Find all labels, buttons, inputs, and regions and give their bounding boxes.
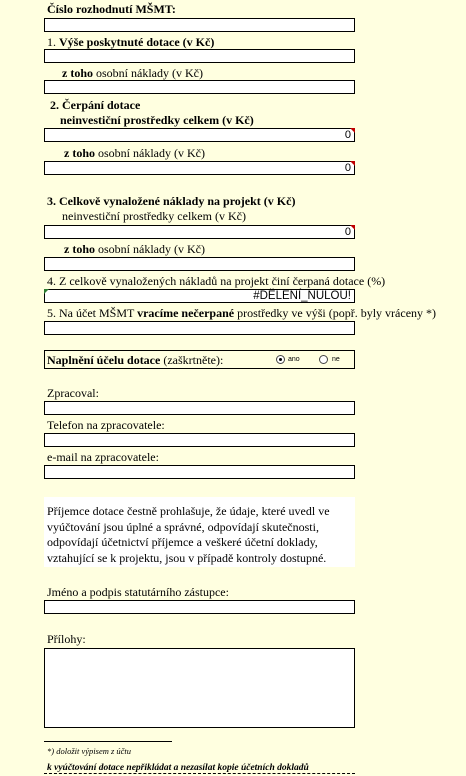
comment-marker-icon (350, 128, 355, 133)
declaration-line: odpovídají účetnictví příjemce a veškeré účetní doklady, (47, 535, 318, 549)
section-1-sub-bold: z toho (62, 66, 93, 80)
total-costs-value: 0 (344, 226, 351, 238)
section-1-prefix: 1. (47, 35, 56, 49)
footnote-divider (44, 741, 172, 742)
spent-total-value: 0 (344, 129, 351, 141)
section-1-heading (47, 35, 214, 49)
section-3-sub-rest: osobní náklady (v Kč) (98, 242, 205, 256)
section-2-sub-bold: z toho (64, 146, 95, 160)
signature-label: Jméno a podpis statutárního zástupce: (47, 585, 229, 599)
section-2-subtitle: neinvestiční prostředky celkem (v Kč) (60, 113, 254, 127)
phone-label: Telefon na zpracovatele: (47, 418, 165, 432)
granted-amount-field[interactable] (44, 49, 355, 63)
total-costs-field[interactable] (44, 225, 355, 239)
fulfillment-row (44, 350, 355, 369)
processed-by-label: Zpracoval: (47, 386, 99, 400)
processed-by-field[interactable] (44, 401, 355, 415)
email-field[interactable] (44, 465, 355, 479)
grant-share-percent-field[interactable] (44, 289, 355, 303)
section-3-sub-label (64, 242, 205, 256)
section-1-sub-label (62, 66, 203, 80)
section-2-sub-label (64, 146, 205, 160)
footnote-note: *) doložit výpisem z účtu (47, 746, 132, 756)
phone-field[interactable] (44, 433, 355, 447)
error-marker-icon (44, 289, 49, 294)
section-5-label (47, 306, 436, 320)
footnote-warning: k vyúčtování dotace nepřikládat a nezasílat kopie účetních dokladů (47, 763, 309, 773)
fulfillment-label (47, 353, 223, 367)
section-2-heading (50, 98, 140, 112)
section-5-pre: 5. Na účet MŠMT (47, 306, 135, 320)
declaration-line: vyúčtování jsou úplné a správné, odpovídají skutečnosti, (47, 520, 319, 534)
section-2-title: Čerpání dotace (62, 98, 141, 112)
spent-personal-value: 0 (344, 162, 351, 174)
attachments-label: Přílohy: (47, 632, 86, 646)
radio-checked-icon[interactable] (276, 355, 285, 364)
spent-total-field[interactable] (44, 128, 355, 142)
declaration-line: vztahující se k projektu, jsou v případě kontroly dostupné. (47, 551, 327, 565)
section-2-prefix: 2. (50, 98, 59, 112)
section-3-prefix: 3. (47, 194, 56, 208)
decision-number-field[interactable] (44, 18, 355, 32)
section-1-title: Výše poskytnuté dotace (v Kč) (59, 35, 215, 49)
attachments-field[interactable] (44, 648, 355, 728)
section-2-sub-rest: osobní náklady (v Kč) (98, 146, 205, 160)
comment-marker-icon (350, 225, 355, 230)
fulfillment-no-label: ne (332, 356, 340, 363)
decision-number-label: Číslo rozhodnutí MŠMT: (47, 2, 176, 16)
granted-personal-costs-field[interactable] (44, 80, 355, 94)
section-4-label: 4. Z celkově vynaložených nákladů na projekt činí čerpaná dotace (%) (47, 274, 386, 288)
declaration-line: Příjemce dotace čestně prohlašuje, že údaje, které uvedl ve (47, 504, 330, 518)
section-3-subtitle: neinvestiční prostředky celkem (v Kč) (62, 209, 246, 223)
section-3-heading (47, 194, 295, 208)
fulfillment-label-rest: (zaškrtněte): (163, 353, 224, 367)
fulfillment-label-bold: Naplnění účelu dotace (47, 353, 161, 367)
total-personal-costs-field[interactable] (44, 257, 355, 271)
section-3-sub-bold: z toho (64, 242, 95, 256)
grant-share-percent-value: #DĚLENÍ_NULOU! (253, 290, 351, 302)
returned-amount-field[interactable] (44, 321, 355, 335)
comment-marker-icon (350, 161, 355, 166)
section-5-post: prostředky ve výši (popř. byly vráceny *) (237, 306, 437, 320)
fulfillment-yes-label: ano (288, 356, 300, 363)
signature-field[interactable] (44, 600, 355, 614)
section-5-bold: vracíme nečerpané (137, 306, 235, 320)
spent-personal-costs-field[interactable] (44, 161, 355, 175)
declaration-box (44, 497, 355, 567)
section-3-title: Celkově vynaložené náklady na projekt (v Kč) (59, 194, 296, 208)
email-label: e-mail na zpracovatele: (47, 450, 159, 464)
footnote-dashed-rule (44, 773, 355, 774)
radio-unchecked-icon[interactable] (319, 355, 328, 364)
section-1-sub-rest: osobní náklady (v Kč) (96, 66, 203, 80)
